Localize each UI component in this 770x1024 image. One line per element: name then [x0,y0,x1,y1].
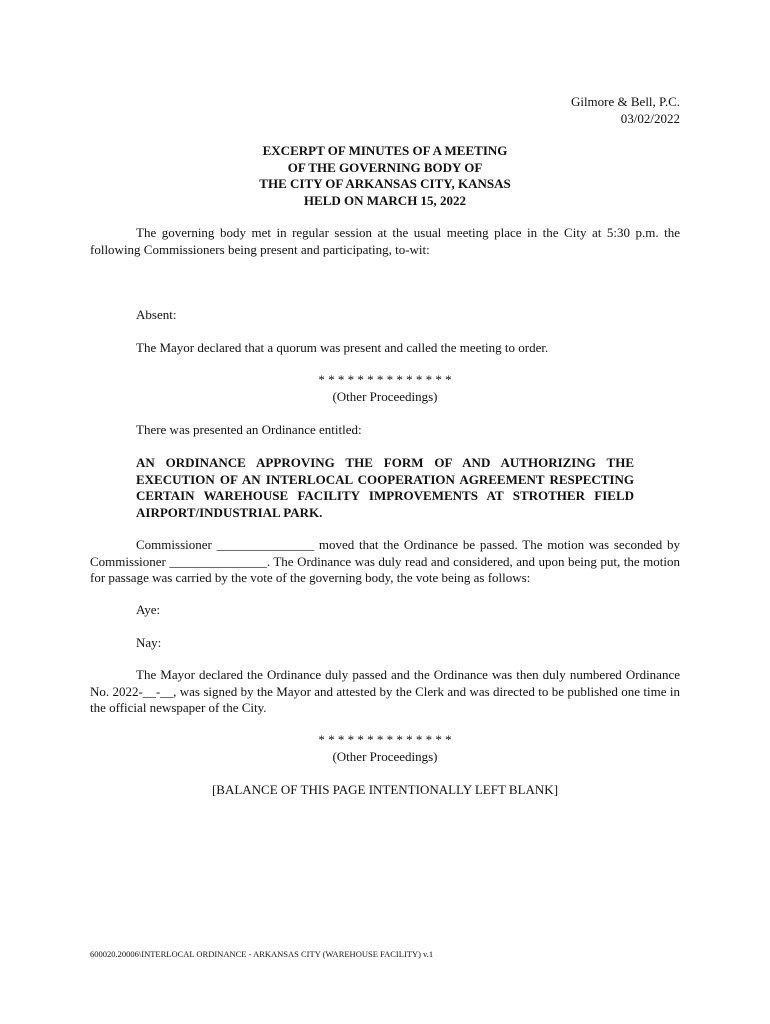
declaration-paragraph: The Mayor declared the Ordinance duly passed and the Ordinance was then duly numbered Ordinance No. 2022-__-__, was signed by the Mayor and attested by the Clerk and was directed to be published one time in the official newspaper of the City. [90,667,680,715]
blank-page-notice: [BALANCE OF THIS PAGE INTENTIONALLY LEFT BLANK] [211,782,559,797]
document-footer: 600020.20006\INTERLOCAL ORDINANCE - ARKANSAS CITY (WAREHOUSE FACILITY) v.1 [90,949,434,959]
quorum-statement: The Mayor declared that a quorum was present and called the meeting to order. [136,340,549,355]
absent-label: Absent: [136,307,177,322]
motion-paragraph: Commissioner _______________ moved that the Ordinance be passed. The motion was seconded by Commissioner _______________. The Ordinance was duly read and considered, and upon being put, the motion for passage was carried by the vote of the governing body, the vote being as follows: [90,537,680,585]
document-date: 03/02/2022 [620,110,680,126]
title-line-1: EXCERPT OF MINUTES OF A MEETING [262,143,508,158]
firm-header [571,94,680,127]
intro-paragraph: The governing body met in regular session at the usual meeting place in the City at 5:30 p.m. the following Commissioners being present and participating, to-wit: [90,225,680,257]
ordinance-title: AN ORDINANCE APPROVING THE FORM OF AND AUTHORIZING THE EXECUTION OF AN INTERLOCAL COOPERATION AGREEMENT RESPECTING CERTAIN WAREHOUSE FACILITY IMPROVEMENTS AT STROTHER FIELD AIRPORT/INDUSTRIAL PARK. [136,455,634,520]
document-title [0,143,770,209]
firm-name: Gilmore & Bell, P.C. [570,94,680,109]
separator-stars-1: * * * * * * * * * * * * * * [318,372,452,387]
title-line-2: OF THE GOVERNING BODY OF [287,159,483,175]
title-line-4: HELD ON MARCH 15, 2022 [303,192,467,208]
ordinance-presented: There was presented an Ordinance entitled: [136,422,362,437]
aye-label: Aye: [136,602,161,617]
other-proceedings-2: (Other Proceedings) [332,749,438,764]
title-line-3: THE CITY OF ARKANSAS CITY, KANSAS [259,176,511,191]
separator-stars-2: * * * * * * * * * * * * * * [318,732,452,747]
nay-label: Nay: [136,635,162,650]
other-proceedings-1: (Other Proceedings) [332,389,438,404]
